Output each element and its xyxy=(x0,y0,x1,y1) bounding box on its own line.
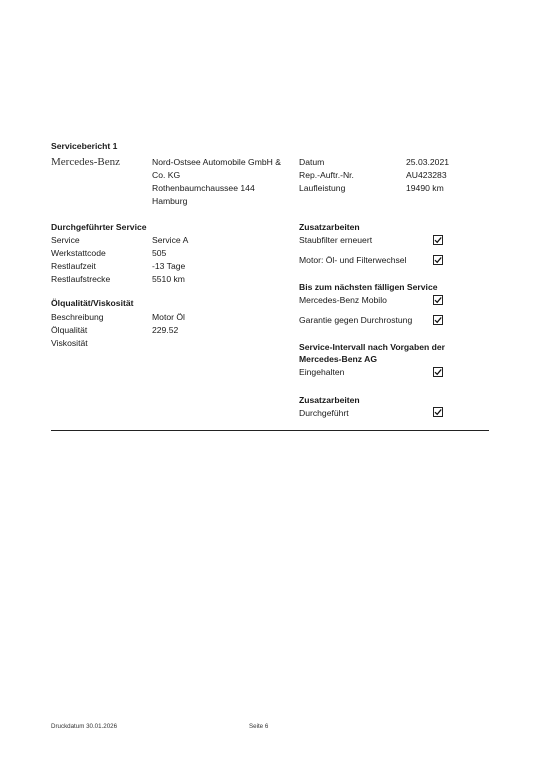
service-value-remaining-time: -13 Tage xyxy=(152,261,186,271)
next-item-label: Garantie gegen Durchrostung xyxy=(299,315,413,325)
meta-value-date: 25.03.2021 xyxy=(406,157,450,167)
extra1-heading: Zusatzarbeiten xyxy=(299,222,360,232)
checkbox-extra-done[interactable] xyxy=(433,407,443,417)
meta-label-order: Rep.-Auftr.-Nr. xyxy=(299,170,354,180)
check-icon xyxy=(434,256,442,264)
service-heading: Durchgeführter Service xyxy=(51,222,147,232)
section-divider xyxy=(51,430,489,431)
checkbox-rust-warranty[interactable] xyxy=(433,315,443,325)
service-label-code: Werkstattcode xyxy=(51,248,106,258)
checkbox-interval-kept[interactable] xyxy=(433,367,443,377)
oil-heading: Ölqualität/Viskosität xyxy=(51,298,134,308)
meta-value-order: AU423283 xyxy=(406,170,447,180)
footer-page-number: Seite 6 xyxy=(249,723,269,730)
service-label-remaining-time: Restlaufzeit xyxy=(51,261,96,271)
next-item-label: Mercedes-Benz Mobilo xyxy=(299,295,387,305)
check-icon xyxy=(434,368,442,376)
interval-heading-line1: Service-Intervall nach Vorgaben der xyxy=(299,342,445,352)
check-icon xyxy=(434,236,442,244)
dealer-line-1: Nord-Ostsee Automobile GmbH & xyxy=(152,157,281,167)
next-heading: Bis zum nächsten fälligen Service xyxy=(299,282,438,292)
oil-value-description: Motor Öl xyxy=(152,312,185,322)
oil-label-viscosity: Viskosität xyxy=(51,338,88,348)
meta-label-date: Datum xyxy=(299,157,325,167)
service-value-remaining-distance: 5510 km xyxy=(152,274,185,284)
checkbox-dust-filter[interactable] xyxy=(433,235,443,245)
check-icon xyxy=(434,296,442,304)
interval-item-label: Eingehalten xyxy=(299,367,345,377)
footer-print-date: Druckdatum 30.01.2026 xyxy=(51,723,118,730)
checkbox-mobilo[interactable] xyxy=(433,295,443,305)
extra2-item-label: Durchgeführt xyxy=(299,408,349,418)
report-title: Servicebericht 1 xyxy=(51,141,118,151)
service-label-service: Service xyxy=(51,235,80,245)
interval-heading-line2: Mercedes-Benz AG xyxy=(299,354,378,364)
check-icon xyxy=(434,408,442,416)
brand-logo-text: Mercedes-Benz xyxy=(51,156,121,168)
oil-label-description: Beschreibung xyxy=(51,312,104,322)
dealer-line-3: Rothenbaumchaussee 144 xyxy=(152,183,255,193)
service-value-code: 505 xyxy=(152,248,167,258)
meta-value-mileage: 19490 km xyxy=(406,183,444,193)
extra1-item-label: Motor: Öl- und Filterwechsel xyxy=(299,255,407,265)
service-label-remaining-distance: Restlaufstrecke xyxy=(51,274,111,284)
checkbox-oil-change[interactable] xyxy=(433,255,443,265)
service-value-service: Service A xyxy=(152,235,189,245)
check-icon xyxy=(434,316,442,324)
meta-label-mileage: Laufleistung xyxy=(299,183,346,193)
extra1-item-label: Staubfilter erneuert xyxy=(299,235,373,245)
dealer-line-2: Co. KG xyxy=(152,170,181,180)
oil-value-quality: 229.52 xyxy=(152,325,179,335)
extra2-heading: Zusatzarbeiten xyxy=(299,395,360,405)
dealer-line-4: Hamburg xyxy=(152,196,188,206)
oil-label-quality: Ölqualität xyxy=(51,325,88,335)
